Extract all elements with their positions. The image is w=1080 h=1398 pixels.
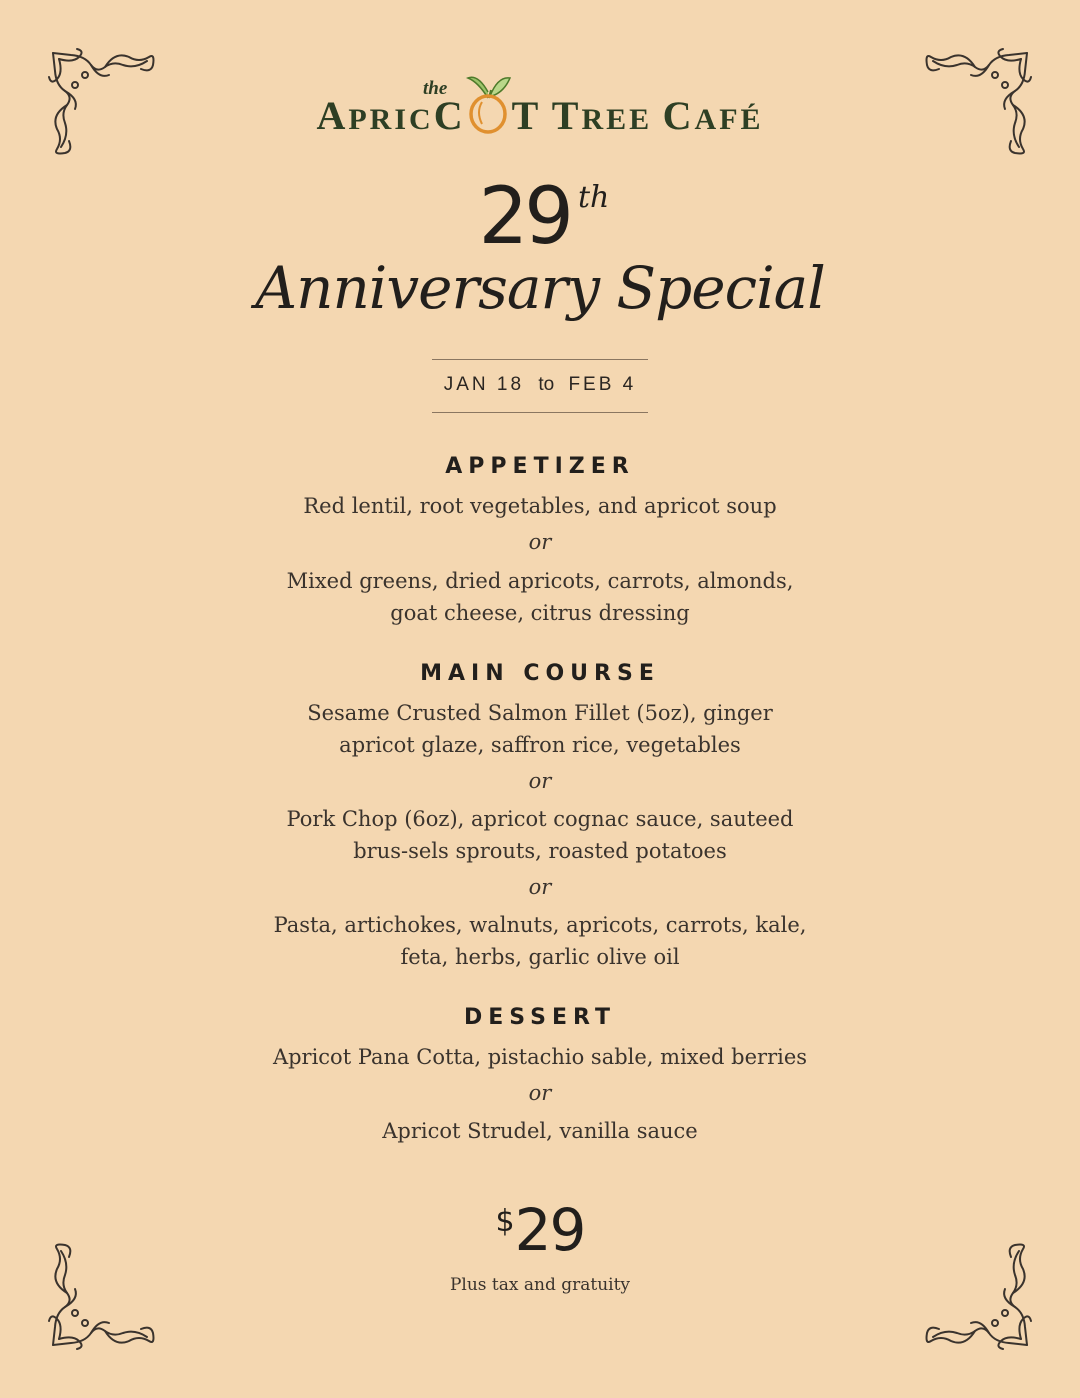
anniversary-title: Anniversary Special xyxy=(255,254,825,322)
logo-letters: PRIC xyxy=(348,103,434,136)
date-end: FEB 4 xyxy=(568,374,637,395)
anniversary-number-value: 29 xyxy=(478,172,570,262)
menu-item: Apricot Pana Cotta, pistachio sable, mixed berries xyxy=(272,1045,808,1069)
menu-item: Pork Chop (6oz), apricot cognac sauce, sauteed brus-sels sprouts, roasted potatoes xyxy=(286,807,794,863)
logo-letter: T xyxy=(511,93,542,138)
menu-item: Sesame Crusted Salmon Fillet (5oz), ginger apricot glaze, saffron rice, vegetables xyxy=(307,701,773,757)
or-separator: or xyxy=(528,530,552,554)
logo-the: the xyxy=(423,78,448,99)
apricot-icon xyxy=(460,68,516,134)
date-start: JAN 18 xyxy=(443,374,525,395)
menu-item: Apricot Strudel, vanilla sauce xyxy=(382,1119,698,1143)
logo-letters: AFÉ xyxy=(694,103,764,136)
section-title-appetizer: APPETIZER xyxy=(445,454,635,479)
logo-wordmark xyxy=(0,92,1080,139)
logo-letter: T xyxy=(551,93,582,138)
or-separator: or xyxy=(528,1081,552,1105)
price-note: Plus tax and gratuity xyxy=(449,1275,631,1295)
date-to: to xyxy=(538,374,555,395)
logo-letter: C xyxy=(662,93,695,138)
logo-letter: C xyxy=(433,93,466,138)
menu-item: Red lentil, root vegetables, and apricot soup xyxy=(303,494,777,518)
date-range xyxy=(0,374,1080,396)
cafe-logo xyxy=(0,64,1080,136)
date-divider-top xyxy=(432,359,648,360)
or-separator: or xyxy=(528,769,552,793)
menu-item: Pasta, artichokes, walnuts, apricots, carrots, kale, feta, herbs, garlic olive oil xyxy=(273,913,807,969)
anniversary-suffix: th xyxy=(577,180,610,215)
section-title-dessert: DESSERT xyxy=(464,1005,616,1030)
anniversary-number xyxy=(0,172,1080,262)
price-currency: $ xyxy=(495,1204,513,1239)
price xyxy=(0,1196,1080,1264)
logo-letters: REE xyxy=(581,103,653,136)
section-title-main-course: MAIN COURSE xyxy=(420,661,660,686)
logo-letter: A xyxy=(316,93,349,138)
or-separator: or xyxy=(528,875,552,899)
price-amount: 29 xyxy=(514,1196,585,1264)
date-divider-bottom xyxy=(432,412,648,413)
menu-item: Mixed greens, dried apricots, carrots, almonds, goat cheese, citrus dressing xyxy=(286,569,794,625)
